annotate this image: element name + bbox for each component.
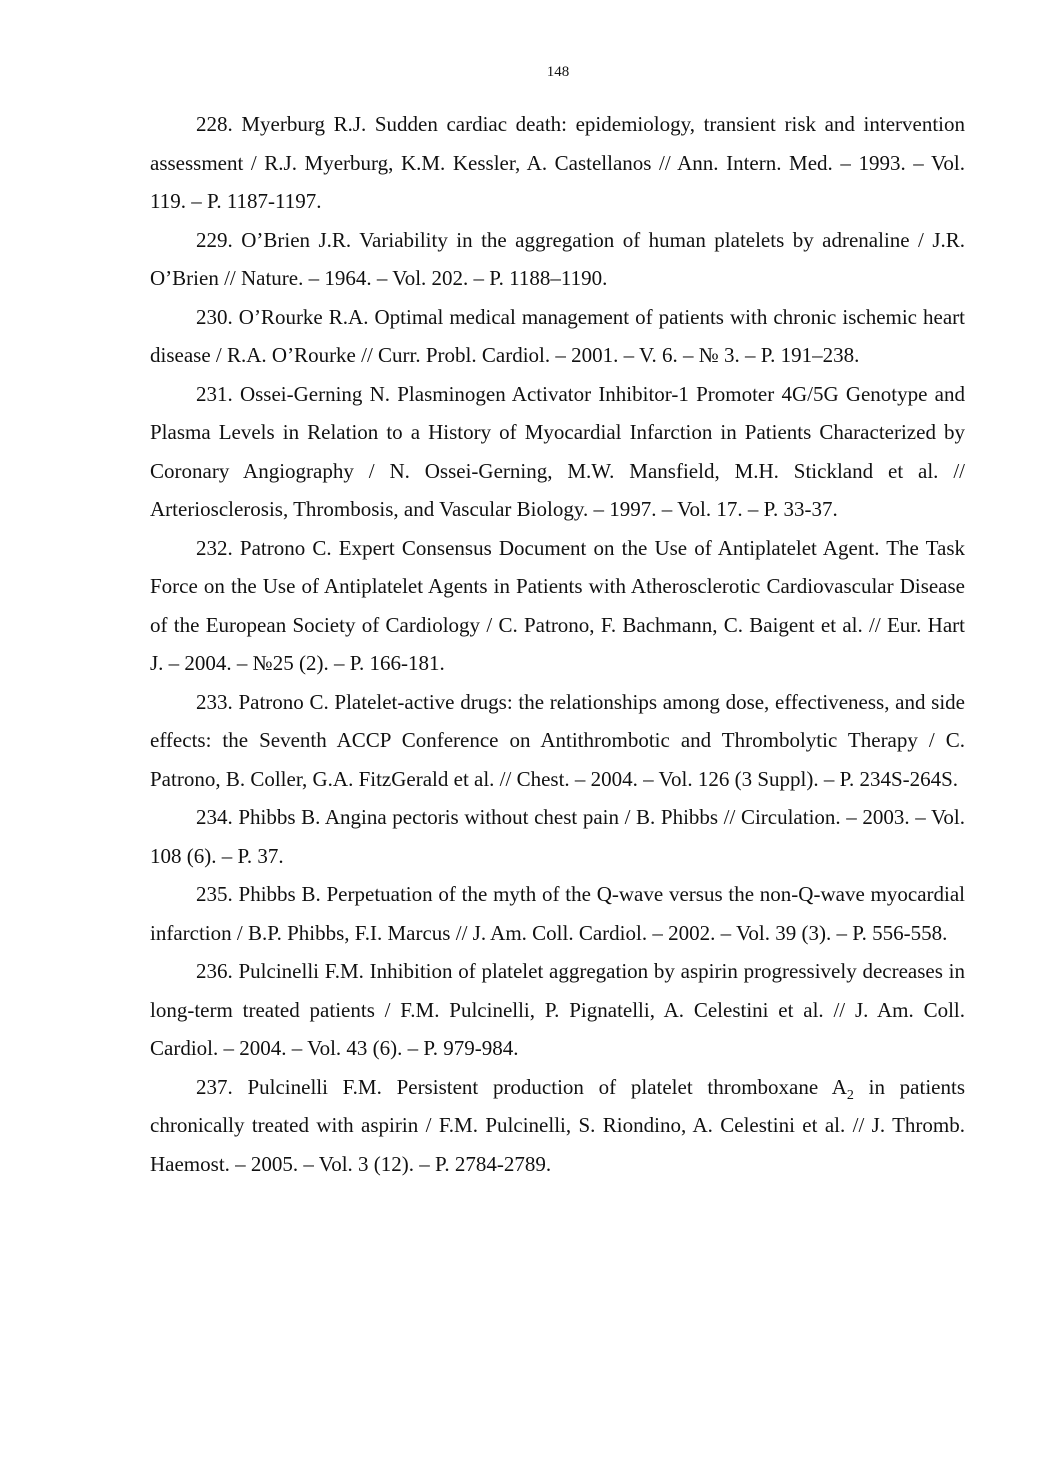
page-number: 148 — [546, 64, 570, 80]
reference-item — [150, 1068, 965, 1184]
reference-item: 236. Pulcinelli F.M. Inhibition of platelet aggregation by aspirin progressively decreases in long-term treated patients / F.M. Pulcinelli, P. Pignatelli, A. Celestini et al. // J. Am. Coll. Cardiol. – 2004. – Vol. 43 (6). – P. 979-984. — [150, 959, 965, 1060]
reference-item: 229. O’Brien J.R. Variability in the aggregation of human platelets by adrenaline / J.R. O’Brien // Nature. – 1964. – Vol. 202. – P. 1188–1190. — [150, 227, 965, 290]
reference-text-part: 237. Pulcinelli F.M. Persistent production of platelet thromboxane A — [196, 1074, 847, 1099]
reference-item: 235. Phibbs B. Perpetuation of the myth of the Q-wave versus the non-Q-wave myocardial infarction / B.P. Phibbs, F.I. Marcus // J. Am. Coll. Cardiol. – 2002. – Vol. 39 (3). – P. 556-558. — [150, 882, 965, 945]
reference-item: 233. Patrono C. Platelet-active drugs: the relationships among dose, effectiveness, and side effects: the Seventh ACCP Conference on Antithrombotic and Thrombolytic Therapy / C. Patrono, B. Coller, G.A. FitzGerald et al. // Chest. – 2004. – Vol. 126 (3 Suppl). – P. 234S-264S. — [150, 689, 965, 791]
reference-item: 228. Myerburg R.J. Sudden cardiac death: epidemiology, transient risk and intervention assessment / R.J. Myerburg, K.M. Kessler, A. Castellanos // Ann. Intern. Med. – 1993. – Vol. 119. – P. 1187-1197. — [150, 112, 965, 213]
reference-text-part: in patients chronically treated with aspirin / F.M. Pulcinelli, S. Riondino, A. Celestini et al. // J. Thromb. Haemost. – 2005. – Vol. 3 (12). – P. 2784-2789. — [150, 1074, 965, 1176]
reference-item: 232. Patrono C. Expert Consensus Document on the Use of Antiplatelet Agent. The Task Force on the Use of Antiplatelet Agents in Patients with Atherosclerotic Cardiovascular Disease of the European Society of Cardiology / C. Patrono, F. Bachmann, C. Baigent et al. // Eur. Hart J. – 2004. – №25 (2). – P. 166-181. — [150, 535, 965, 675]
reference-item: 234. Phibbs B. Angina pectoris without chest pain / B. Phibbs // Circulation. – 2003. – Vol. 108 (6). – P. 37. — [150, 805, 965, 868]
reference-item: 231. Ossei-Gerning N. Plasminogen Activator Inhibitor-1 Promoter 4G/5G Genotype and Plasma Levels in Relation to a History of Myocardial Infarction in Patients Characterized by Coronary Angiography / N. Ossei-Gerning, M.W. Mansfield, M.H. Stickland et al. // Arteriosclerosis, Thrombosis, and Vascular Biology. – 1997. – Vol. 17. – P. 33-37. — [150, 381, 965, 521]
subscript: 2 — [846, 1087, 854, 1103]
reference-item: 230. O’Rourke R.A. Optimal medical management of patients with chronic ischemic heart disease / R.A. O’Rourke // Curr. Probl. Cardiol. – 2001. – V. 6. – № 3. – P. 191–238. — [150, 304, 965, 367]
reference-list — [150, 105, 965, 1183]
